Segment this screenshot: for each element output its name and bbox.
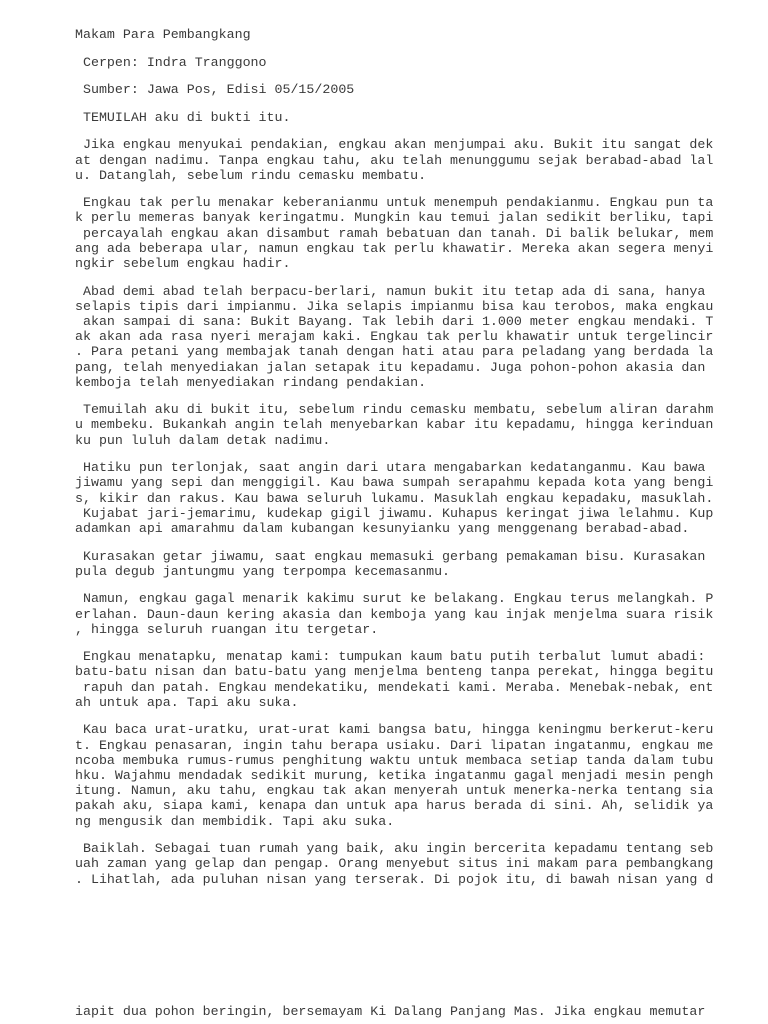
spacer [75, 70, 695, 82]
paragraph [75, 460, 714, 536]
spacer [75, 390, 695, 402]
text-line: akan sampai di sana: Bukit Bayang. Tak lebih dari 1.000 meter engkau mendaki. T [75, 313, 714, 329]
text-line: selapis tipis dari impianmu. Jika selapis impianmu bisa kau terobos, maka engkau [75, 298, 714, 314]
text-line: Jika engkau menyukai pendakian, engkau akan menjumpai aku. Bukit itu sangat dek [75, 137, 714, 153]
text-line: ngkir sebelum engkau hadir. [75, 256, 291, 272]
text-line: . Para petani yang membajak tanah dengan hati atau para peladang yang berdada la [75, 344, 714, 360]
text-line: kemboja telah menyediakan rindang pendakian. [75, 374, 427, 390]
text-line: ng mengusik dan membidik. Tapi aku suka. [75, 813, 395, 829]
paragraph [75, 402, 714, 448]
spacer [75, 183, 695, 195]
text-line: Abad demi abad telah berpacu-berlari, namun bukit itu tetap ada di sana, hanya [75, 283, 706, 299]
story-body [75, 109, 714, 887]
paragraph [75, 591, 714, 637]
text-line: Engkau menatapku, menatap kami: tumpukan kaum batu putih terbalut lumut abadi: [75, 649, 706, 665]
paragraph [75, 841, 714, 887]
text-line: TEMUILAH aku di bukti itu. [75, 109, 291, 125]
text-line: Kujabat jari-jemarimu, kudekap gigil jiwamu. Kuhapus keringat jiwa lelahmu. Kup [75, 505, 714, 521]
text-line: Temuilah aku di bukit itu, sebelum rindu cemasku membatu, sebelum aliran darahm [75, 402, 714, 418]
spacer [75, 637, 695, 649]
text-line: hku. Wajahmu mendadak sedikit murung, ketika ingatanmu gagal menjadi mesin pengh [75, 768, 714, 783]
text-line: jiwamu yang sepi dan menggigil. Kau bawa sumpah serapahmu kepada kota yang bengi [75, 475, 714, 491]
spacer [75, 536, 695, 548]
document-page [75, 27, 714, 887]
spacer [75, 829, 695, 841]
text-line: uah zaman yang gelap dan pengap. Orang menyebut situs ini makam para pembangkang [75, 856, 714, 872]
text-line: batu-batu nisan dan batu-batu yang menjelma benteng tanpa perekat, hingga begitu [75, 664, 714, 680]
text-line: ak akan ada rasa nyeri merajam kaki. Engkau tak perlu khawatir untuk tergelincir [75, 329, 714, 345]
text-line: ah untuk apa. Tapi aku suka. [75, 694, 299, 710]
author-line: Cerpen: Indra Tranggono [75, 54, 267, 70]
text-line: ncoba membuka rumus-rumus penghitung waktu untuk membaca setiap tanda dalam tubu [75, 752, 714, 768]
spacer [75, 125, 695, 137]
paragraph [75, 195, 714, 272]
text-line: Kau baca urat-uratku, urat-urat kami bangsa batu, hingga keningmu berkerut-keru [75, 722, 714, 738]
text-line: t. Engkau penasaran, ingin tahu berapa usiaku. Dari lipatan ingatanmu, engkau me [75, 737, 714, 753]
spacer [75, 579, 695, 591]
spacer [75, 42, 695, 54]
text-line: k perlu memeras banyak keringatmu. Mungkin kau temui jalan sedikit berliku, tapi [75, 210, 714, 226]
text-line: , hingga seluruh ruangan itu tergetar. [75, 621, 379, 637]
paragraph [75, 649, 714, 710]
paragraph [75, 137, 714, 183]
text-line: adamkan api amarahmu dalam kubangan kesunyianku yang menggenang berabad-abad. [75, 521, 690, 536]
text-line: s, kikir dan rakus. Kau bawa seluruh lukamu. Masuklah engkau kepadaku, masuklah. [75, 490, 714, 506]
text-line: Kurasakan getar jiwamu, saat engkau memasuki gerbang pemakaman bisu. Kurasakan [75, 548, 706, 564]
text-line: at dengan nadimu. Tanpa engkau tahu, aku telah menunggumu sejak berabad-abad lal [75, 152, 714, 168]
text-line: ang ada beberapa ular, namun engkau tak perlu khawatir. Mereka akan segera menyi [75, 240, 714, 256]
spacer [75, 710, 695, 722]
source-line: Sumber: Jawa Pos, Edisi 05/15/2005 [75, 82, 355, 98]
spacer [75, 448, 695, 460]
text-line: Engkau tak perlu menakar keberanianmu untuk menempuh pendakianmu. Engkau pun ta [75, 195, 714, 211]
text-line: Baiklah. Sebagai tuan rumah yang baik, aku ingin bercerita kepadamu tentang seb [75, 841, 714, 857]
text-line: Hatiku pun terlonjak, saat angin dari utara mengabarkan kedatanganmu. Kau bawa [75, 460, 706, 476]
text-line: itung. Namun, aku tahu, engkau tak akan menyerah untuk menerka-nerka tentang sia [75, 783, 714, 799]
text-line: u membeku. Bukankah angin telah menyebarkan kabar itu kepadamu, hingga kerinduan [75, 417, 714, 433]
document-title: Makam Para Pembangkang [75, 27, 251, 42]
text-line: pula degub jantungmu yang terpompa kecemasanmu. [75, 563, 451, 579]
text-line: pang, telah menyediakan jalan setapak itu kepadamu. Juga pohon-pohon akasia dan [75, 359, 706, 375]
text-line: u. Datanglah, sebelum rindu cemasku membatu. [75, 167, 427, 183]
paragraph [75, 722, 714, 829]
spacer [75, 97, 695, 109]
text-line: percayalah engkau akan disambut ramah bebatuan dan tanah. Di balik belukar, mem [75, 225, 714, 241]
paragraph [75, 283, 714, 390]
spacer [75, 271, 695, 283]
text-line: . Lihatlah, ada puluhan nisan yang terserak. Di pojok itu, di bawah nisan yang d [75, 871, 714, 887]
text-line: ku pun luluh dalam detak nadimu. [75, 432, 331, 448]
continued-text-line: iapit dua pohon beringin, bersemayam Ki Dalang Panjang Mas. Jika engkau memutar [75, 1004, 706, 1019]
text-line: erlahan. Daun-daun kering akasia dan kemboja yang kau injak menjelma suara risik [75, 606, 714, 622]
text-line: pakah aku, siapa kami, kenapa dan untuk apa harus berada di sini. Ah, selidik ya [75, 798, 714, 814]
text-line: Namun, engkau gagal menarik kakimu surut ke belakang. Engkau terus melangkah. P [75, 591, 714, 607]
text-line: rapuh dan patah. Engkau mendekatiku, mendekati kami. Meraba. Menebak-nebak, ent [75, 679, 714, 695]
paragraph [75, 110, 695, 125]
paragraph [75, 548, 706, 579]
